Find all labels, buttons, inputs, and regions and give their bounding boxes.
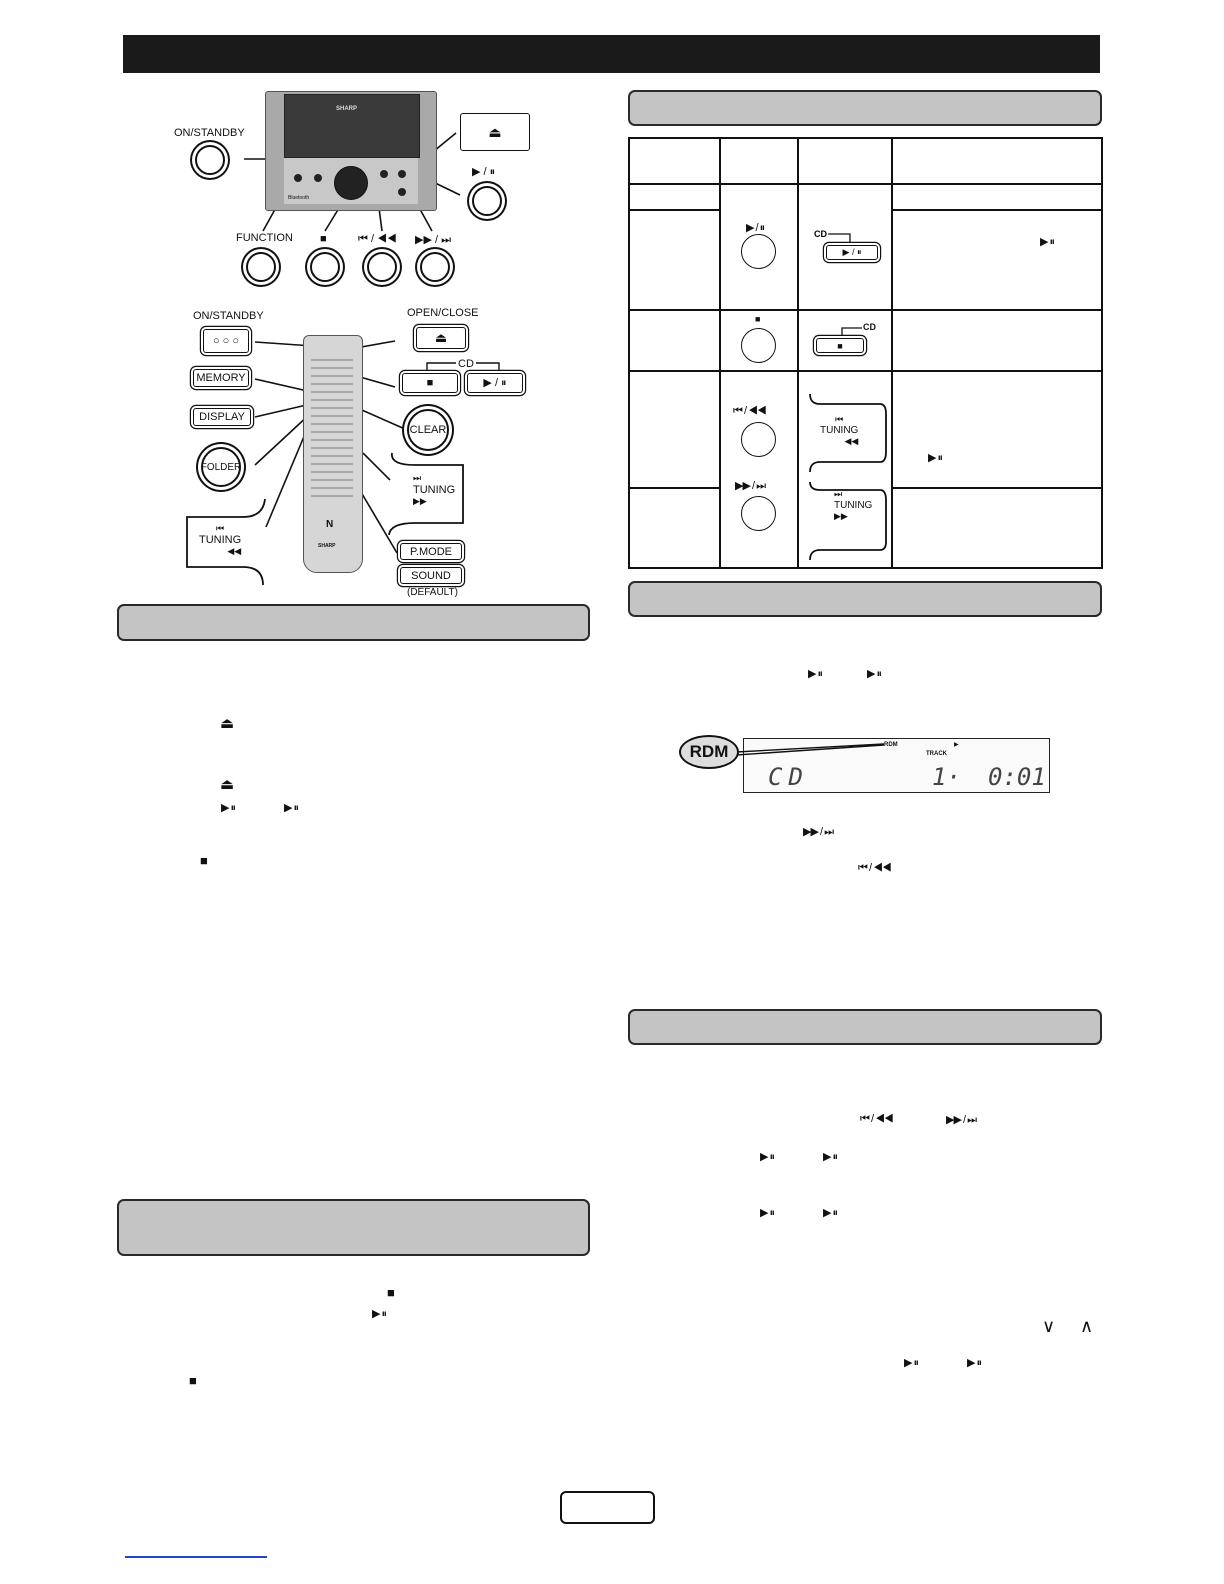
unit-bluetooth-label: Bluetooth xyxy=(288,195,310,201)
right-tuning-ff-icon: ▶▶ xyxy=(413,496,427,506)
right-section-heading-1 xyxy=(628,90,1102,126)
unit-btn-3[interactable] xyxy=(380,170,388,178)
lcd-track-label: TRACK xyxy=(926,751,947,757)
lcd-rdm-small: RDM xyxy=(884,742,898,748)
table-header-rule xyxy=(630,183,1101,185)
right-section-heading-2 xyxy=(628,581,1102,617)
table-prev-label: ⏮ / ◀◀ xyxy=(733,405,766,417)
cd-play-pause-button[interactable]: ▶ / ⏸ xyxy=(467,373,523,393)
table-prev-button xyxy=(741,422,776,457)
prog-prev: ⏮ / ◀◀ xyxy=(860,1113,893,1125)
p-mode-button[interactable]: P.MODE xyxy=(400,543,462,560)
rdm-skip-next: ▶▶ / ⏭ xyxy=(803,826,833,838)
table-stop-button xyxy=(741,328,776,363)
next-label: ▶▶ / ⏭ xyxy=(415,234,451,246)
prog-play-f: ▶ ⏸ xyxy=(967,1357,982,1369)
down-arrow-icon: ∨ xyxy=(1042,1316,1056,1336)
unit-body xyxy=(265,91,437,211)
header-bar xyxy=(123,35,1100,73)
play-pause-knob[interactable] xyxy=(472,186,502,216)
default-label: (DEFAULT) xyxy=(407,587,458,598)
sound-button[interactable]: SOUND xyxy=(400,567,462,584)
left-eject-symbol-1: ⏏ xyxy=(220,715,234,732)
clear-button[interactable]: CLEAR xyxy=(407,409,449,451)
left-section-heading-2 xyxy=(117,1199,590,1256)
function-knob[interactable] xyxy=(246,252,276,282)
table-tuning-ff-icon: ▶▶ xyxy=(834,511,848,521)
open-close-button[interactable]: ⏏ xyxy=(416,327,466,349)
left-stop-symbol: ■ xyxy=(200,853,207,868)
table-play-label: ▶ / ⏸ xyxy=(746,222,765,234)
table-tuning-next xyxy=(834,489,872,522)
play-pause-label: ▶ / ⏸ xyxy=(472,166,496,178)
table-row-rule-b xyxy=(892,209,1101,211)
table-row-rule-a xyxy=(630,209,719,211)
table-tuning-next-icon: ⏭ xyxy=(834,489,843,499)
rdm-pointer xyxy=(736,738,906,758)
prog-play-e: ▶ ⏸ xyxy=(904,1357,919,1369)
cd-label: CD xyxy=(458,358,474,370)
table-skip-note: ▶ ⏸ xyxy=(928,452,943,464)
function-label: FUNCTION xyxy=(236,232,293,244)
unit-btn-4[interactable] xyxy=(398,170,406,178)
table-tuning-prev xyxy=(820,414,858,447)
prog-play-a: ▶ ⏸ xyxy=(760,1151,775,1163)
table-play-note: ▶ ⏸ xyxy=(1040,236,1055,248)
table-row-rule-c xyxy=(630,309,1101,311)
svg-text:CD: CD xyxy=(814,229,827,239)
page-number-box xyxy=(560,1491,655,1524)
table-row-rule-f xyxy=(892,487,1101,489)
left-tuning-rew-icon: ◀◀ xyxy=(227,546,242,556)
remote-on-standby-button[interactable]: ○ ○ ○ xyxy=(203,329,249,353)
right-tuning-text: TUNING xyxy=(413,484,456,496)
control-table xyxy=(628,137,1103,569)
prog-play-c: ▶ ⏸ xyxy=(760,1207,775,1219)
table-cd-stop-button: ■ xyxy=(816,338,864,353)
folder-button[interactable]: FOLDER xyxy=(201,447,241,487)
main-unit-illustration xyxy=(160,85,540,295)
on-standby-label: ON/STANDBY xyxy=(174,127,245,139)
table-row-rule-d xyxy=(630,370,1101,372)
unit-btn-2[interactable] xyxy=(314,174,322,182)
prev-knob[interactable] xyxy=(367,252,397,282)
left-play-symbol-b: ▶ ⏸ xyxy=(284,802,299,814)
table-next-label: ▶▶ / ⏭ xyxy=(735,480,765,492)
left-play-symbol-2: ▶ ⏸ xyxy=(372,1308,387,1320)
rdm-play-symbol-b: ▶ ⏸ xyxy=(867,668,882,680)
memory-button[interactable]: MEMORY xyxy=(193,369,249,387)
prog-play-b: ▶ ⏸ xyxy=(823,1151,838,1163)
unit-brand: SHARP xyxy=(336,106,358,112)
table-cd-stop-label: CD xyxy=(863,322,876,332)
open-close-label: OPEN/CLOSE xyxy=(407,307,479,319)
prog-next: ▶▶ / ⏭ xyxy=(946,1114,976,1126)
table-tuning-prev-text: TUNING xyxy=(820,425,859,436)
rdm-badge: RDM xyxy=(679,735,739,769)
unit-btn-5[interactable] xyxy=(398,188,406,196)
unit-dial[interactable] xyxy=(334,166,368,200)
table-stop-label: ■ xyxy=(755,314,760,324)
up-arrow-icon: ∧ xyxy=(1080,1316,1094,1336)
right-tuning-next-icon: ⏭ xyxy=(413,473,422,483)
lcd-source: CD xyxy=(768,763,809,791)
table-col-divider-2 xyxy=(797,139,799,567)
remote-keypad xyxy=(311,353,353,503)
footer-link-rule[interactable] xyxy=(125,1556,267,1558)
on-standby-knob[interactable] xyxy=(195,145,225,175)
table-tuning-prev-icon: ⏮ xyxy=(835,414,844,424)
cd-stop-button[interactable]: ■ xyxy=(402,373,458,393)
remote-on-standby-label: ON/STANDBY xyxy=(193,310,264,322)
prev-label: ⏮ / ◀◀ xyxy=(358,233,397,245)
unit-cd-window xyxy=(284,94,420,158)
table-row-rule-e xyxy=(630,487,719,489)
right-section-heading-3 xyxy=(628,1009,1102,1045)
table-cd-play-button: ▶ / ⏸ xyxy=(826,245,878,260)
left-eject-symbol-2: ⏏ xyxy=(220,776,234,793)
stop-label: ■ xyxy=(320,233,327,245)
lcd-track-number: 1· xyxy=(932,763,961,791)
unit-btn-1[interactable] xyxy=(294,174,302,182)
stop-knob[interactable] xyxy=(310,252,340,282)
left-play-symbol-a: ▶ ⏸ xyxy=(221,802,236,814)
lcd-play-indicator: ▶ xyxy=(954,742,959,748)
left-section-heading-1 xyxy=(117,604,590,641)
display-button[interactable]: DISPLAY xyxy=(193,408,251,426)
table-col-divider-1 xyxy=(719,139,721,567)
rdm-skip-prev: ⏮ / ◀◀ xyxy=(858,862,891,874)
table-play-button xyxy=(741,234,776,269)
left-tuning-prev-icon: ⏮ xyxy=(216,523,225,533)
next-knob[interactable] xyxy=(420,252,450,282)
left-stop-symbol-3: ■ xyxy=(189,1373,196,1388)
eject-callout: ⏏ xyxy=(460,113,530,151)
table-tuning-rew-icon: ◀◀ xyxy=(844,436,859,446)
table-next-button xyxy=(741,496,776,531)
table-tuning-next-text: TUNING xyxy=(834,500,873,511)
remote-nfc-mark: N xyxy=(326,519,334,530)
right-tuning-label xyxy=(413,473,455,507)
rdm-play-symbol-a: ▶ ⏸ xyxy=(808,668,823,680)
remote-brand: SHARP xyxy=(318,543,336,549)
lcd-time: 0:01 xyxy=(988,763,1046,791)
left-tuning-label xyxy=(199,523,241,557)
prog-play-d: ▶ ⏸ xyxy=(823,1207,838,1219)
remote-illustration xyxy=(185,305,530,600)
left-tuning-text: TUNING xyxy=(199,534,242,546)
left-stop-symbol-2: ■ xyxy=(387,1285,394,1300)
